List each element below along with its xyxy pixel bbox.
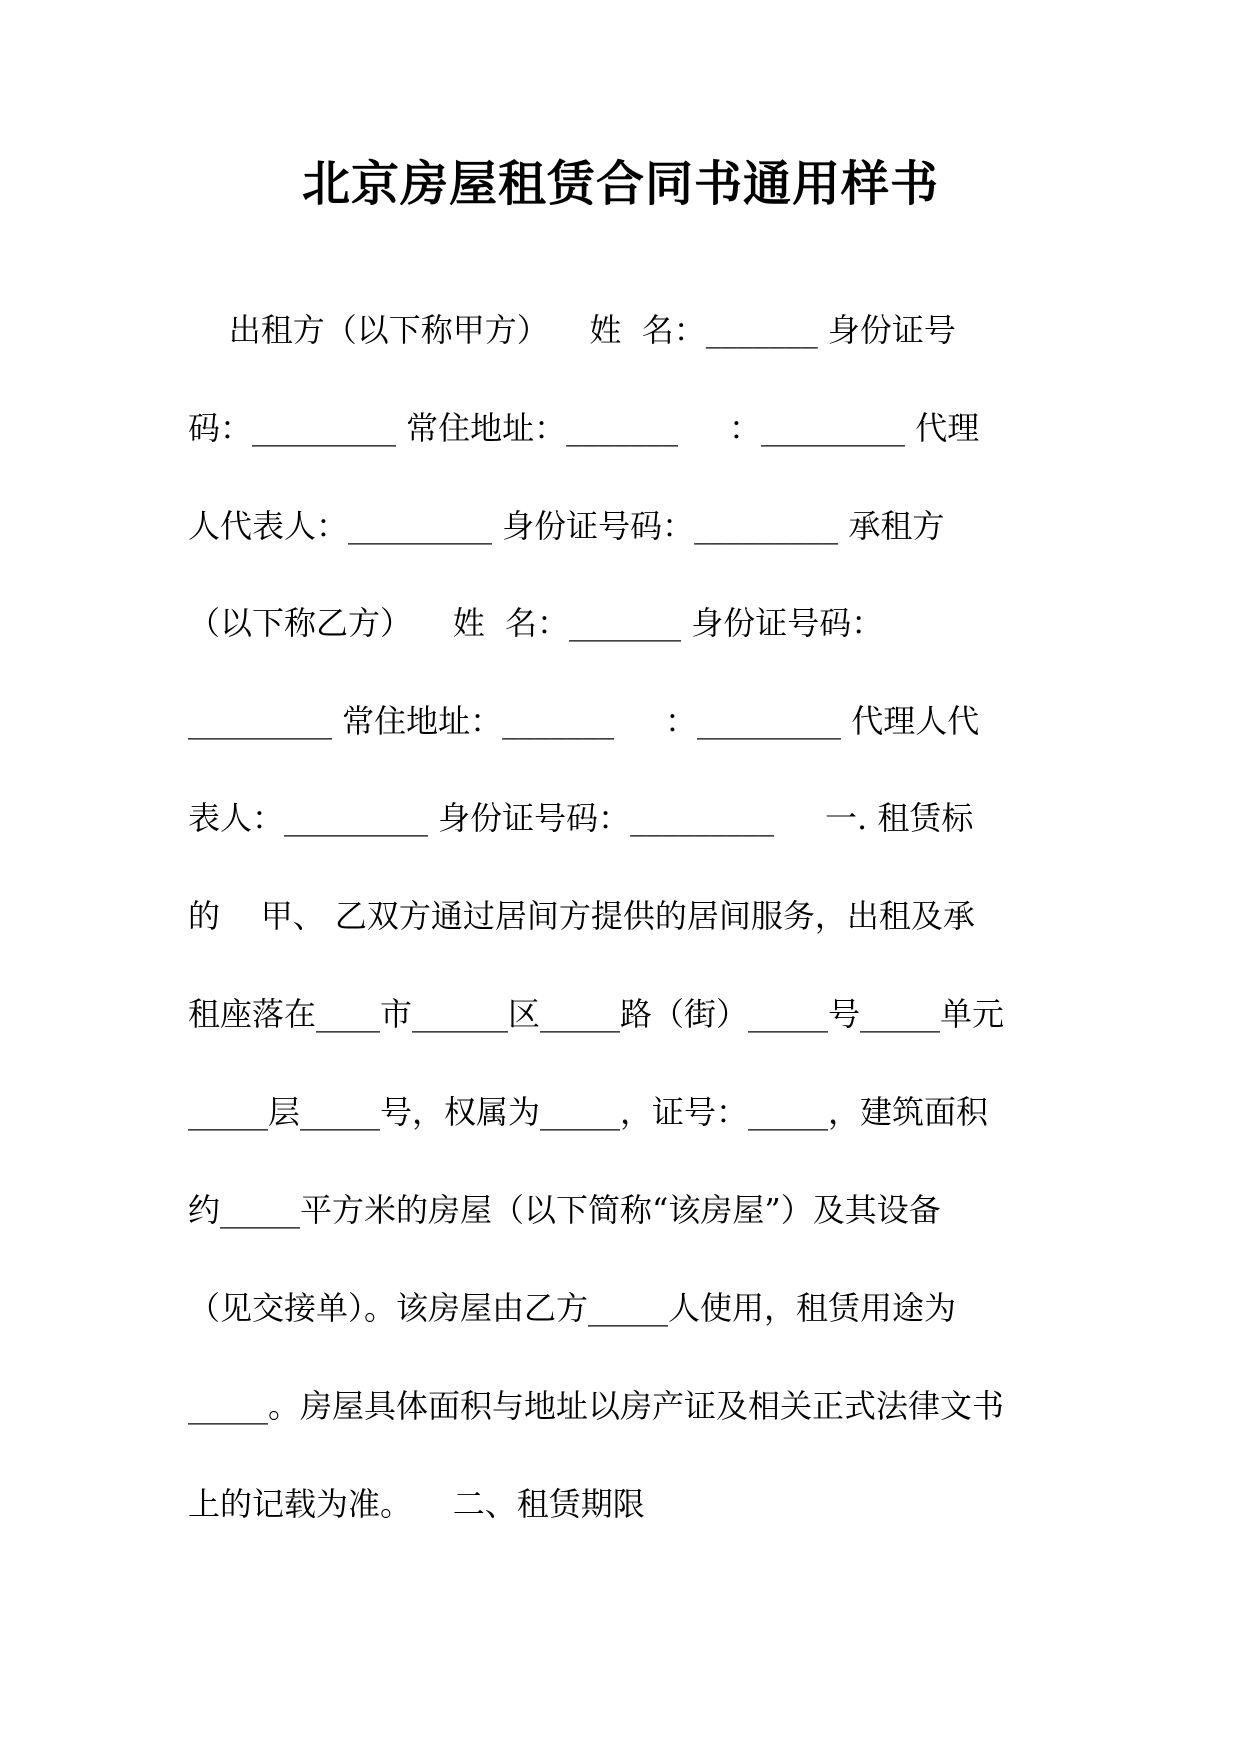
body-line-11: （见交接单）。该房屋由乙方_____人使用，租赁用途为 bbox=[188, 1289, 957, 1327]
body-line-5: _________ 常住地址：_______ ：_________ 代理人代 bbox=[188, 702, 980, 740]
body-line-10: 约_____平方米的房屋（以下简称“该房屋”）及其设备 bbox=[188, 1191, 941, 1229]
body-line-6: 表人：_________ 身份证号码：_________ 一. 租赁标 bbox=[188, 799, 974, 837]
body-line-13: 上的记载为准。 二、租赁期限 bbox=[188, 1485, 645, 1523]
body-line-4: （以下称乙方） 姓 名：_______ 身份证号码： bbox=[188, 604, 884, 642]
document-title: 北京房屋租赁合同书通用样书 bbox=[301, 156, 939, 212]
body-line-3: 人代表人：_________ 身份证号码：_________ 承租方 bbox=[188, 507, 945, 545]
body-line-7: 的 甲、 乙双方通过居间方提供的居间服务，出租及承 bbox=[188, 897, 975, 935]
body-line-8: 租座落在____市______区_____路（街）_____号_____单元 bbox=[188, 995, 1005, 1033]
body-line-1: 出租方（以下称甲方） 姓 名：_______ 身份证号 bbox=[188, 311, 956, 349]
body-line-9: _____层_____号，权属为_____，证号：_____，建筑面积 bbox=[188, 1093, 989, 1131]
body-line-12: _____。房屋具体面积与地址以房产证及相关正式法律文书 bbox=[188, 1387, 1005, 1425]
body-line-2: 码：_________ 常住地址：_______ ：_________ 代理 bbox=[188, 409, 980, 447]
